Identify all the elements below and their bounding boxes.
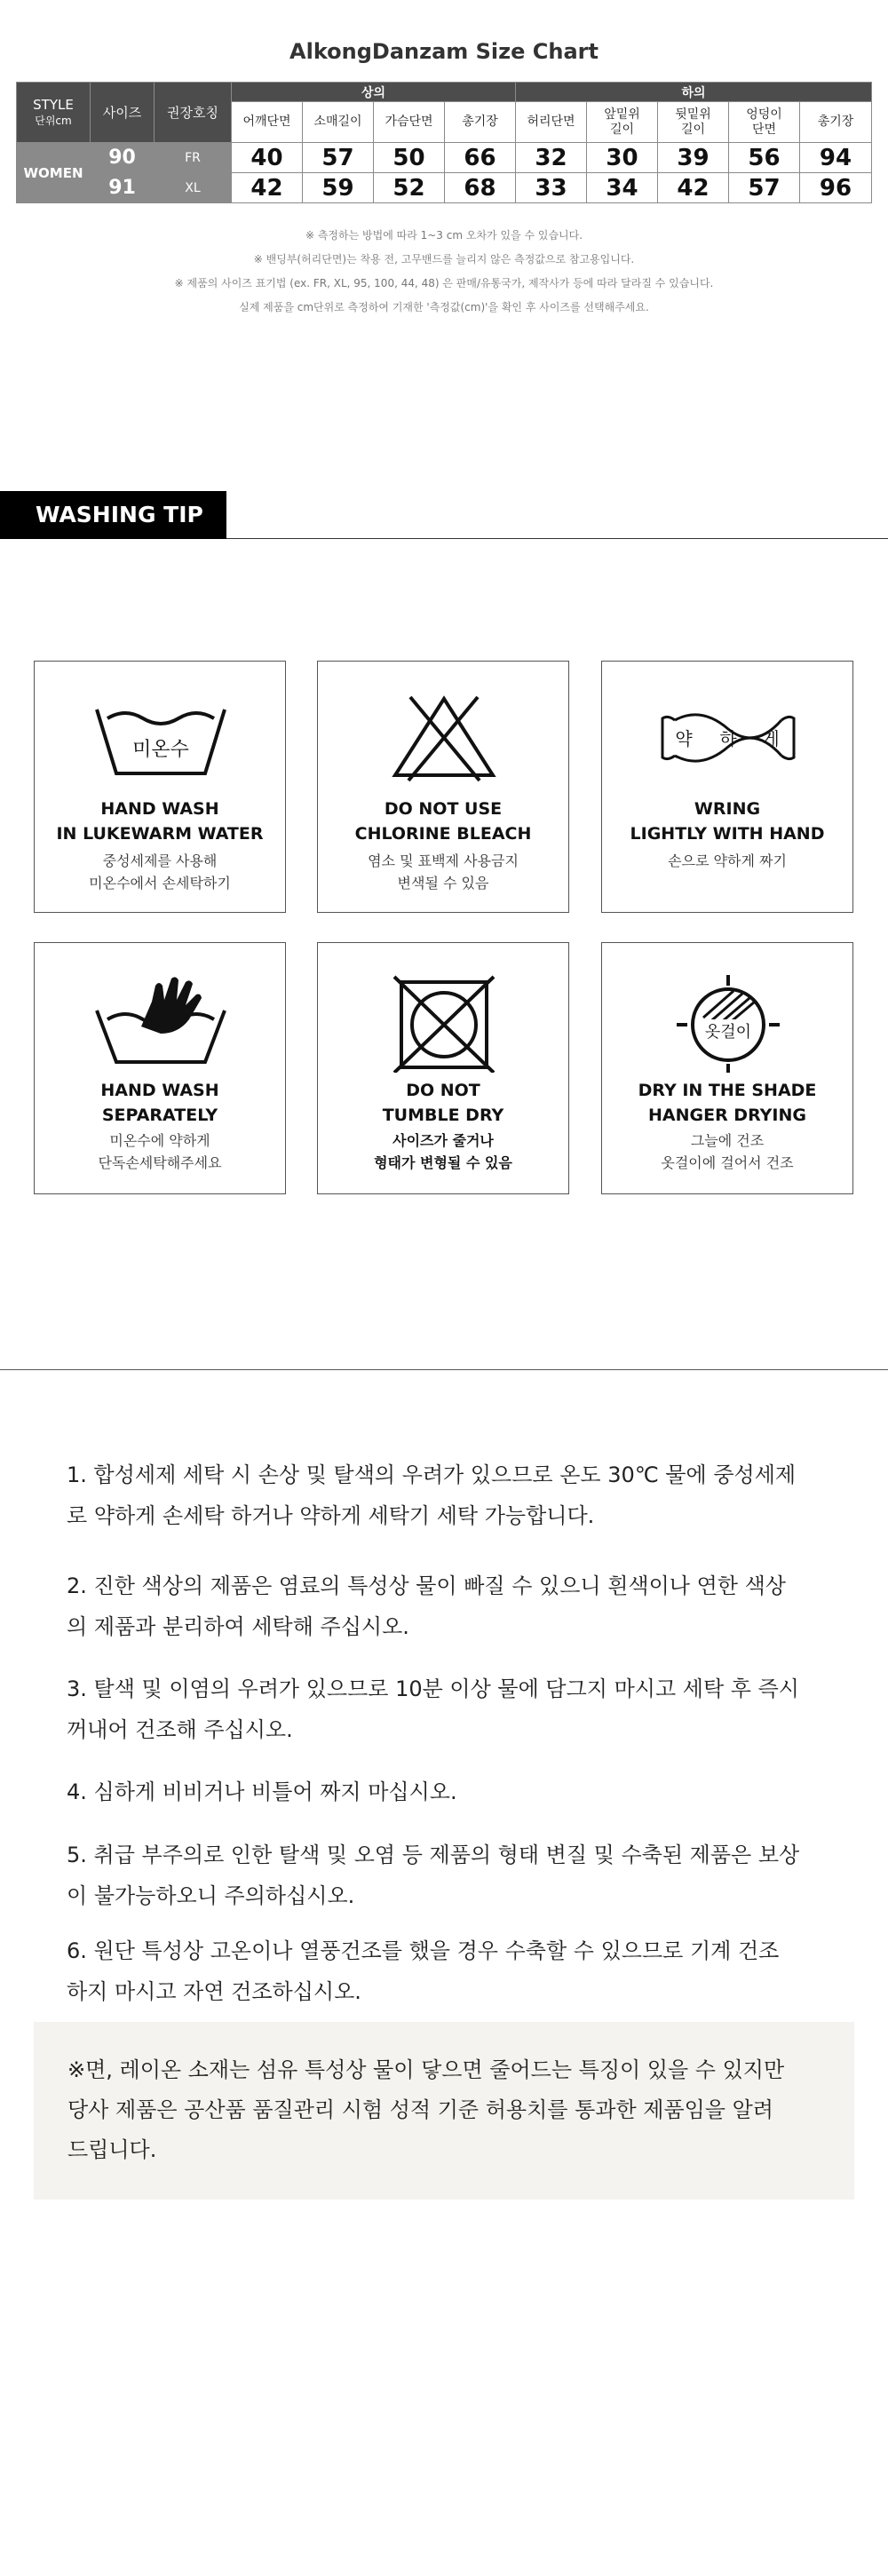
card-desc-line: 미온수에서 손세탁하기 xyxy=(89,875,231,892)
instruction-line: 이 불가능하오니 주의하십시오. xyxy=(67,1883,355,1908)
instruction-item xyxy=(67,1565,830,1647)
measurement-value: 56 xyxy=(729,143,800,173)
measurement-header-line: 앞밑위 xyxy=(604,107,640,122)
measurement-value: 30 xyxy=(587,143,658,173)
card-desc-line: 변색될 수 있음 xyxy=(397,875,489,892)
card-title xyxy=(602,797,852,846)
size-value: 90 xyxy=(91,143,155,173)
measurement-header xyxy=(729,102,800,143)
notice-line: 드립니다. xyxy=(67,2137,157,2162)
care-card-no-tumble-dry xyxy=(317,942,569,1194)
card-title-line: WRING xyxy=(694,799,761,819)
size-note: ※ 밴딩부(허리단면)는 착용 전, 고무밴드를 늘리지 않은 측정값으로 참고용입니다. xyxy=(253,253,635,266)
wring-text: 약 xyxy=(675,728,693,749)
card-desc-line: 단독손세탁해주세요 xyxy=(98,1154,222,1171)
card-desc-line: 그늘에 건조 xyxy=(690,1132,765,1149)
size-value: 91 xyxy=(91,173,155,203)
card-title-line: HAND WASH xyxy=(100,799,219,819)
care-card-hand-wash-separately xyxy=(34,942,286,1194)
size-header: 사이즈 xyxy=(91,83,155,143)
instruction-line: 3. 탈색 및 이염의 우려가 있으므로 10분 이상 물에 담그지 마시고 세탁 후 즉시 xyxy=(67,1676,799,1701)
wring-text: 하 xyxy=(719,728,737,749)
measurement-header xyxy=(658,102,729,143)
notice-box xyxy=(34,2022,854,2200)
no-tumble-dry-icon xyxy=(373,975,515,1073)
measurement-header-line: 길이 xyxy=(609,122,635,137)
size-notes xyxy=(0,224,888,320)
measurement-value: 96 xyxy=(800,173,872,203)
measurement-header-line: 총기장 xyxy=(817,115,854,129)
card-desc-line: 옷걸이에 걸어서 건조 xyxy=(661,1154,794,1171)
card-title-line: IN LUKEWARM WATER xyxy=(56,824,264,844)
unit-label: 단위cm xyxy=(35,114,72,127)
card-desc-line: 미온수에 약하게 xyxy=(109,1132,210,1149)
measurement-header xyxy=(374,102,445,143)
measurement-value: 52 xyxy=(374,173,445,203)
card-title-line: HAND WASH xyxy=(100,1081,219,1100)
card-title-line: DRY IN THE SHADE xyxy=(638,1081,817,1100)
card-desc xyxy=(318,1129,568,1174)
card-title xyxy=(318,1078,568,1128)
instruction-item xyxy=(67,1454,830,1536)
card-desc xyxy=(602,850,852,872)
care-card-wring-lightly xyxy=(601,661,853,913)
size-chart-title: AlkongDanzam Size Chart xyxy=(289,39,599,64)
instruction-line: 하지 마시고 자연 건조하십시오. xyxy=(67,1979,361,2004)
recommended-size-header: 권장호칭 xyxy=(155,83,232,143)
size-note: ※ 측정하는 방법에 따라 1~3 cm 오차가 있을 수 있습니다. xyxy=(305,229,583,242)
card-title xyxy=(35,797,285,846)
card-title-line: CHLORINE BLEACH xyxy=(354,824,532,844)
measurement-header-line: 엉덩이 xyxy=(746,107,782,122)
card-desc xyxy=(35,1129,285,1174)
measurement-header-line: 허리단면 xyxy=(527,115,575,129)
measurement-value: 33 xyxy=(516,173,587,203)
section-divider xyxy=(0,1369,888,1370)
measurement-value: 39 xyxy=(658,143,729,173)
instruction-item xyxy=(67,1930,830,2012)
hand-wash-basin-icon xyxy=(90,694,232,782)
top-group-header: 상의 xyxy=(232,83,516,102)
category-cell: WOMEN xyxy=(17,143,91,203)
card-title xyxy=(318,797,568,846)
measurement-value: 66 xyxy=(445,143,516,173)
measurement-value: 94 xyxy=(800,143,872,173)
card-desc xyxy=(318,850,568,894)
card-title-line: HANGER DRYING xyxy=(647,1106,806,1125)
measurement-value: 34 xyxy=(587,173,658,203)
measurement-header-line: 소매길이 xyxy=(313,115,362,129)
measurement-value: 50 xyxy=(374,143,445,173)
measurement-header xyxy=(303,102,374,143)
hanger-text: 옷걸이 xyxy=(704,1023,752,1042)
size-note: ※ 제품의 사이즈 표기법 (ex. FR, XL, 95, 100, 44, 48) 은 판매/유통국가, 제작사가 등에 따라 달라질 수 있습니다. xyxy=(174,277,714,289)
instruction-line: 6. 원단 특성상 고온이나 열풍건조를 했을 경우 수축할 수 있으므로 기계 건조 xyxy=(67,1938,780,1963)
instruction-line: 4. 심하게 비비거나 비틀어 짜지 마십시오. xyxy=(67,1779,457,1804)
washing-tip-heading: WASHING TIP xyxy=(0,491,226,539)
care-card-no-bleach xyxy=(317,661,569,913)
notice-line: ※면, 레이온 소재는 섬유 특성상 물이 닿으면 줄어드는 특징이 있을 수 있지만 xyxy=(67,2057,785,2082)
measurement-header-line: 총기장 xyxy=(462,115,498,129)
card-desc xyxy=(602,1129,852,1174)
care-card-shade-dry xyxy=(601,942,853,1194)
size-note: 실제 제품을 cm단위로 측정하여 기재한 '측정값(cm)'을 확인 후 사이즈를 선택해주세요. xyxy=(239,301,649,313)
card-desc-line: 형태가 변형될 수 있음 xyxy=(374,1154,512,1171)
measurement-header xyxy=(587,102,658,143)
measurement-header-line: 길이 xyxy=(680,122,706,137)
shade-hanger-dry-icon xyxy=(657,975,799,1073)
card-title xyxy=(35,1078,285,1128)
recommended-size-value: FR xyxy=(155,143,232,173)
instruction-item xyxy=(67,1771,830,1812)
measurement-header-line: 단면 xyxy=(751,122,777,137)
card-title-line: DO NOT USE xyxy=(384,799,503,819)
measurement-header-line: 가슴단면 xyxy=(385,115,433,129)
card-title-line: TUMBLE DRY xyxy=(382,1106,504,1125)
card-desc-line: 염소 및 표백제 사용금지 xyxy=(368,852,519,869)
wring-lightly-icon xyxy=(657,694,799,782)
card-desc-line: 사이즈가 줄거나 xyxy=(392,1132,494,1149)
card-title-line: SEPARATELY xyxy=(101,1106,218,1125)
measurement-header-line: 뒷밑위 xyxy=(675,107,711,122)
card-desc-line: 중성세제를 사용해 xyxy=(102,852,218,869)
measurement-value: 32 xyxy=(516,143,587,173)
measurement-value: 68 xyxy=(445,173,516,203)
measurement-value: 42 xyxy=(232,173,303,203)
wring-text: 게 xyxy=(762,728,780,749)
measurement-value: 40 xyxy=(232,143,303,173)
style-label: STYLE xyxy=(33,96,74,113)
measurement-value: 59 xyxy=(303,173,374,203)
bottom-group-header: 하의 xyxy=(516,83,872,102)
measurement-header xyxy=(445,102,516,143)
measurement-header xyxy=(800,102,872,143)
card-title xyxy=(602,1078,852,1128)
instruction-line: 로 약하게 손세탁 하거나 약하게 세탁기 세탁 가능합니다. xyxy=(67,1503,595,1528)
instruction-line: 꺼내어 건조해 주십시오. xyxy=(67,1717,293,1742)
hand-in-basin-icon xyxy=(90,975,232,1064)
care-card-hand-wash-lukewarm xyxy=(34,661,286,913)
instruction-line: 2. 진한 색상의 제품은 염료의 특성상 물이 빠질 수 있으니 흰색이나 연한 색상 xyxy=(67,1573,786,1598)
measurement-header-line: 어깨단면 xyxy=(242,115,291,129)
instruction-line: 5. 취급 부주의로 인한 탈색 및 오염 등 제품의 형태 변질 및 수축된 제품은 보상 xyxy=(67,1843,800,1867)
card-title-line: DO NOT xyxy=(406,1081,480,1100)
card-title-line: LIGHTLY WITH HAND xyxy=(630,824,825,844)
measurement-value: 57 xyxy=(729,173,800,203)
card-desc-line: 손으로 약하게 짜기 xyxy=(668,852,787,869)
instruction-line: 의 제품과 분리하여 세탁해 주십시오. xyxy=(67,1614,409,1639)
measurement-header xyxy=(516,102,587,143)
instruction-item xyxy=(67,1835,830,1916)
instruction-item xyxy=(67,1668,830,1750)
measurement-header xyxy=(232,102,303,143)
recommended-size-value: XL xyxy=(155,173,232,203)
measurement-value: 57 xyxy=(303,143,374,173)
basin-text: 미온수 xyxy=(132,739,189,761)
measurement-value: 42 xyxy=(658,173,729,203)
size-chart-table xyxy=(16,82,872,203)
card-desc xyxy=(35,850,285,894)
notice-line: 당사 제품은 공산품 품질관리 시험 성적 기준 허용치를 통과한 제품임을 알려 xyxy=(67,2097,773,2122)
style-header xyxy=(17,83,91,143)
no-chlorine-bleach-icon xyxy=(373,694,515,782)
instruction-line: 1. 합성세제 세탁 시 손상 및 탈색의 우려가 있으므로 온도 30℃ 물에 중성세제 xyxy=(67,1462,797,1487)
